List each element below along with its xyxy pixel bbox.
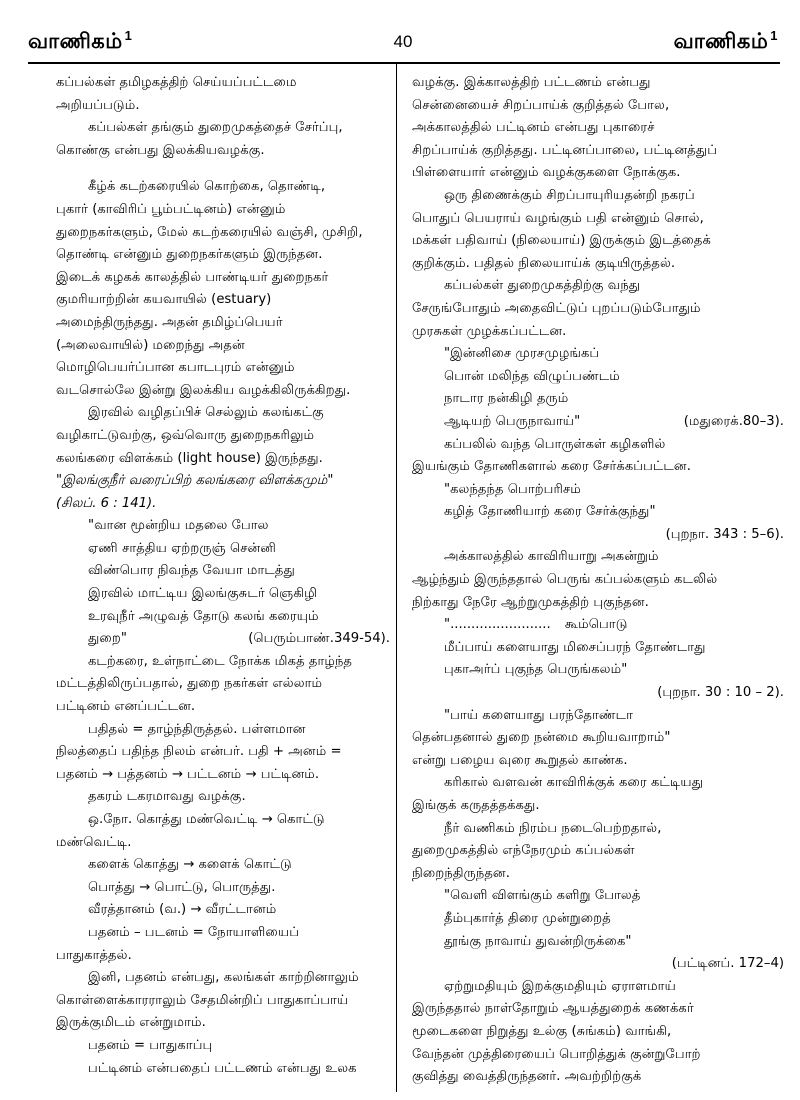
page-header	[28, 24, 778, 60]
verse-text: துறை"	[88, 631, 127, 647]
text-line: துறைநகர்களும், மேல் கடற்கரையில் வஞ்சி, முசிறி,	[56, 224, 363, 240]
text-line: ஒ.நோ. கொத்து மண்வெட்டி → கொட்டு	[88, 812, 325, 827]
verse-source: (மதுரைக்.80–3).	[683, 413, 784, 429]
verse-line: விண்பொர நிவந்த வேயா மாடத்து	[88, 563, 295, 579]
text-line: இயங்கும் தோணிகளால் கரை சேர்க்கப்பட்டன.	[412, 459, 691, 475]
text-line: (அலைவாயில்) மறைந்து அதன்	[56, 337, 245, 353]
left-column	[56, 72, 390, 1080]
text-line: நிறைந்திருந்தன.	[412, 865, 510, 881]
running-title-right: வாணிகம் $^1$	[673, 28, 778, 53]
text-line: சிறப்பாய்க் குறித்தது. பட்டினப்பாலை, பட்டினத்துப்	[412, 142, 718, 158]
text-line: தென்பதனால் துறை நன்மை கூறியவாறாம்"	[412, 730, 671, 746]
text-line: குறிக்கும். பதிதல் நிலையாய்க் குடியிருத்தல்.	[412, 255, 676, 271]
verse-line: "வெளி விளங்கும் களிறு போலத்	[444, 888, 641, 904]
text-line: என்று பழைய வுரை கூறுதல் காண்க.	[412, 752, 628, 768]
text-line: பொதுப் பெயராய் வழங்கும் பதி என்னும் சொல்,	[412, 210, 704, 226]
running-title-left: வாணிகம் $^1$	[28, 28, 133, 53]
text-line: தகரம் டகரமாவது வழக்கு.	[88, 789, 246, 805]
citation-line: "இலங்குநீர் வரைப்பிற் கலங்கரை விளக்கமும்"	[56, 473, 334, 489]
text-line: ஆழ்ந்தும் இருந்ததால் பெருங் கப்பல்களும் கடலில்	[412, 572, 718, 588]
text-line: புகார் (காவிரிப் பூம்பட்டினம்) என்னும்	[56, 201, 286, 217]
text-line: "பாய் களையாது பரந்தோண்டா	[444, 707, 634, 723]
ellipsis: "........................	[444, 617, 551, 633]
verse-line: "இன்னிசை முரசமுழங்கப்	[444, 346, 600, 362]
text-line: குமரியாற்றின் கயவாயில் (estuary)	[56, 292, 272, 308]
text-line: வேந்தன் முத்திரையைப் பொறித்துக் குன்றுபோற்	[412, 1046, 701, 1062]
text-line: இடைக் கழகக் காலத்தில் பாண்டியர் துறைநகர்	[56, 269, 329, 285]
verse-line: கழித் தோணியாற் கரை சேர்க்குந்து"	[444, 504, 656, 520]
verse-line: உரவுநீர் அழுவத் தோடு கலங் கரையும்	[88, 608, 319, 624]
text-line: தொண்டி என்னும் துறைநகர்களும் இருந்தன.	[56, 247, 323, 263]
text-line: பாதுகாத்தல்.	[56, 947, 132, 963]
paragraph-gap	[56, 162, 390, 176]
text-line: அமைந்திருந்தது. அதன் தமிழ்ப்பெயர்	[56, 314, 283, 330]
verse-line: "வான மூன்றிய மதலை போல	[88, 518, 269, 534]
verse-source: (புறநா. 343 : 5–6).	[665, 526, 784, 542]
text-line: அக்காலத்தில் காவிரியாறு அகன்றும்	[444, 549, 659, 565]
text-line: கொண்கு என்பது இலக்கியவழக்கு.	[56, 142, 265, 158]
right-column	[412, 72, 784, 1089]
text-line: பொத்து → பொட்டு, பொருத்து.	[88, 879, 276, 895]
text-line: அக்காலத்தில் பட்டினம் என்பது புகாரைச்	[412, 120, 655, 136]
verse-text: ஆடியற் பெருநாவாய்"	[444, 413, 581, 429]
verse-source: (பெரும்பாண்.349-54).	[248, 631, 390, 647]
text-line: கப்பல்கள் துறைமுகத்திற்கு வந்து	[444, 278, 641, 294]
text-line: வடசொல்லே இன்று இலக்கிய வழக்கிலிருக்கிறது.	[56, 382, 351, 398]
verse-line	[412, 614, 784, 637]
text-line: கப்பல்கள் தமிழகத்திற் செய்யப்பட்டமை	[56, 75, 297, 90]
text-line: ஏற்றுமதியும் இறக்குமதியும் ஏராளமாய்	[444, 978, 676, 994]
text-line: பதனம் = பாதுகாப்பு	[88, 1037, 213, 1053]
text-line: இனி, பதனம் என்பது, கலங்கள் காற்றினாலும்	[88, 970, 359, 986]
text-line: இரவில் வழிதப்பிச் செல்லும் கலங்கட்கு	[88, 405, 324, 421]
verse-line-with-source	[56, 628, 390, 651]
text-line: மட்டத்திலிருப்பதால், துறை நகர்கள் எல்லாம்	[56, 676, 323, 692]
text-line: இருந்ததால் நாள்தோறும் ஆயத்துறைக் கணக்கர்	[412, 1001, 694, 1017]
text-line: அறியப்படும்.	[56, 97, 140, 113]
text-line: களைக் கொத்து → களைக் கொட்டு	[88, 857, 292, 873]
text-line: ஒரு திணைக்கும் சிறப்பாயுரியதன்றி நகரப்	[444, 187, 695, 203]
verse-source: (புறநா. 30 : 10 – 2).	[657, 685, 784, 701]
text-line: வீரத்தானம் (வ.) → வீரட்டானம்	[88, 902, 277, 918]
text-line: பதனம் → பத்தனம் → பட்டனம் → பட்டினம்.	[56, 766, 320, 782]
text-line: இருக்குமிடம் என்றுமாம்.	[56, 1015, 206, 1031]
text-line: பதனம் – படனம் = நோயாளியைப்	[88, 924, 300, 940]
citation-source: (சிலப். 6 : 141).	[56, 495, 157, 511]
verse-line: தீம்புகார்த் திரை முன்றுறைத்	[444, 910, 611, 926]
text-line: கடற்கரை, உள்நாட்டை நோக்க மிகத் தாழ்ந்த	[88, 653, 353, 669]
column-divider	[396, 64, 397, 1092]
verse-line: நாடார நன்கிழி தரும்	[444, 391, 569, 407]
text-line: நிற்காது நேரே ஆற்றுமுகத்திற் புகுந்தன.	[412, 594, 649, 610]
text-line: வழிகாட்டுவற்கு, ஒவ்வொரு துறைநகரிலும்	[56, 427, 315, 443]
text-line: மக்கள் பதிவாய் (நிலையாய்) இருக்கும் இடத்தைக்	[412, 233, 711, 249]
text-line: பிள்ளையார் என்னும் வழக்குகளை நோக்குக.	[412, 165, 681, 181]
text-line: குவித்து வைத்திருந்தனர். அவற்றிற்குக்	[412, 1069, 642, 1085]
text-line: துறைமுகத்தில் எந்நேரமும் கப்பல்கள்	[412, 843, 635, 859]
verse-text: கூம்பொடு	[564, 617, 628, 633]
text-line: இங்குக் கருதத்தக்கது.	[412, 798, 540, 813]
text-line: மொழிபெயர்ப்பான கபாடபுரம் என்னும்	[56, 360, 295, 376]
text-line: கப்பலில் வந்த பொருள்கள் கழிகளில்	[444, 436, 666, 452]
verse-line: மீப்பாய் களையாது மிசைப்பரந் தோண்டாது	[444, 639, 706, 655]
text-line: பட்டினம் எனப்பட்டன.	[56, 699, 196, 715]
verse-line: புகாஅர்ப் புகுந்த பெருங்கலம்"	[444, 662, 628, 678]
verse-line: தூங்கு நாவாய் துவன்றிருக்கை"	[444, 933, 632, 949]
text-line: வழக்கு. இக்காலத்திற் பட்டணம் என்பது	[412, 75, 651, 90]
text-line: நீர் வணிகம் நிரம்ப நடைபெற்றதால்,	[444, 820, 662, 836]
text-line: நிலத்தைப் பதிந்த நிலம் என்பர். பதி + அனம் =	[56, 744, 342, 760]
header-rule	[28, 62, 780, 64]
text-line: மூடைகளை நிறுத்து உல்கு (சுங்கம்) வாங்கி,	[412, 1023, 672, 1039]
page-number: 40	[393, 32, 413, 51]
text-line: கப்பல்கள் தங்கும் துறைமுகத்தைச் சேர்ப்பு,	[88, 120, 343, 136]
verse-source: (பட்டினப். 172–4)	[671, 956, 784, 972]
text-line: சென்னையைச் சிறப்பாய்க் குறித்தல் போல,	[412, 97, 670, 113]
text-line: பதிதல் = தாழ்ந்திருத்தல். பள்ளமான	[88, 721, 306, 737]
verse-line: பொன் மலிந்த விழுப்பண்டம்	[444, 368, 620, 384]
verse-line: ஏணி சாத்திய ஏற்றருஞ் சென்னி	[88, 540, 277, 556]
text-line: பட்டினம் என்பதைப் பட்டணம் என்பது உலக	[88, 1060, 357, 1076]
text-line: கீழ்க் கடற்கரையில் கொற்கை, தொண்டி,	[88, 179, 326, 195]
text-line: கலங்கரை விளக்கம் (light house) இருந்தது.	[56, 450, 323, 466]
verse-line: "கலந்தந்த பொற்பரிசம்	[444, 481, 581, 497]
text-line: கொள்ளைக்காரராலும் சேதமின்றிப் பாதுகாப்பாய்	[56, 992, 349, 1008]
verse-line-with-source	[412, 411, 784, 434]
text-line: சேருங்போதும் அதைவிட்டுப் புறப்படும்போதும்	[412, 300, 701, 316]
text-line: முரசுகள் முழக்கப்பட்டன.	[412, 323, 567, 339]
text-line: மண்வெட்டி.	[56, 834, 132, 850]
text-line: கரிகால் வளவன் காவிரிக்குக் கரை கட்டியது	[444, 775, 704, 791]
verse-line: இரவில் மாட்டிய இலங்குசுடர் ஞெகிழி	[88, 586, 318, 602]
